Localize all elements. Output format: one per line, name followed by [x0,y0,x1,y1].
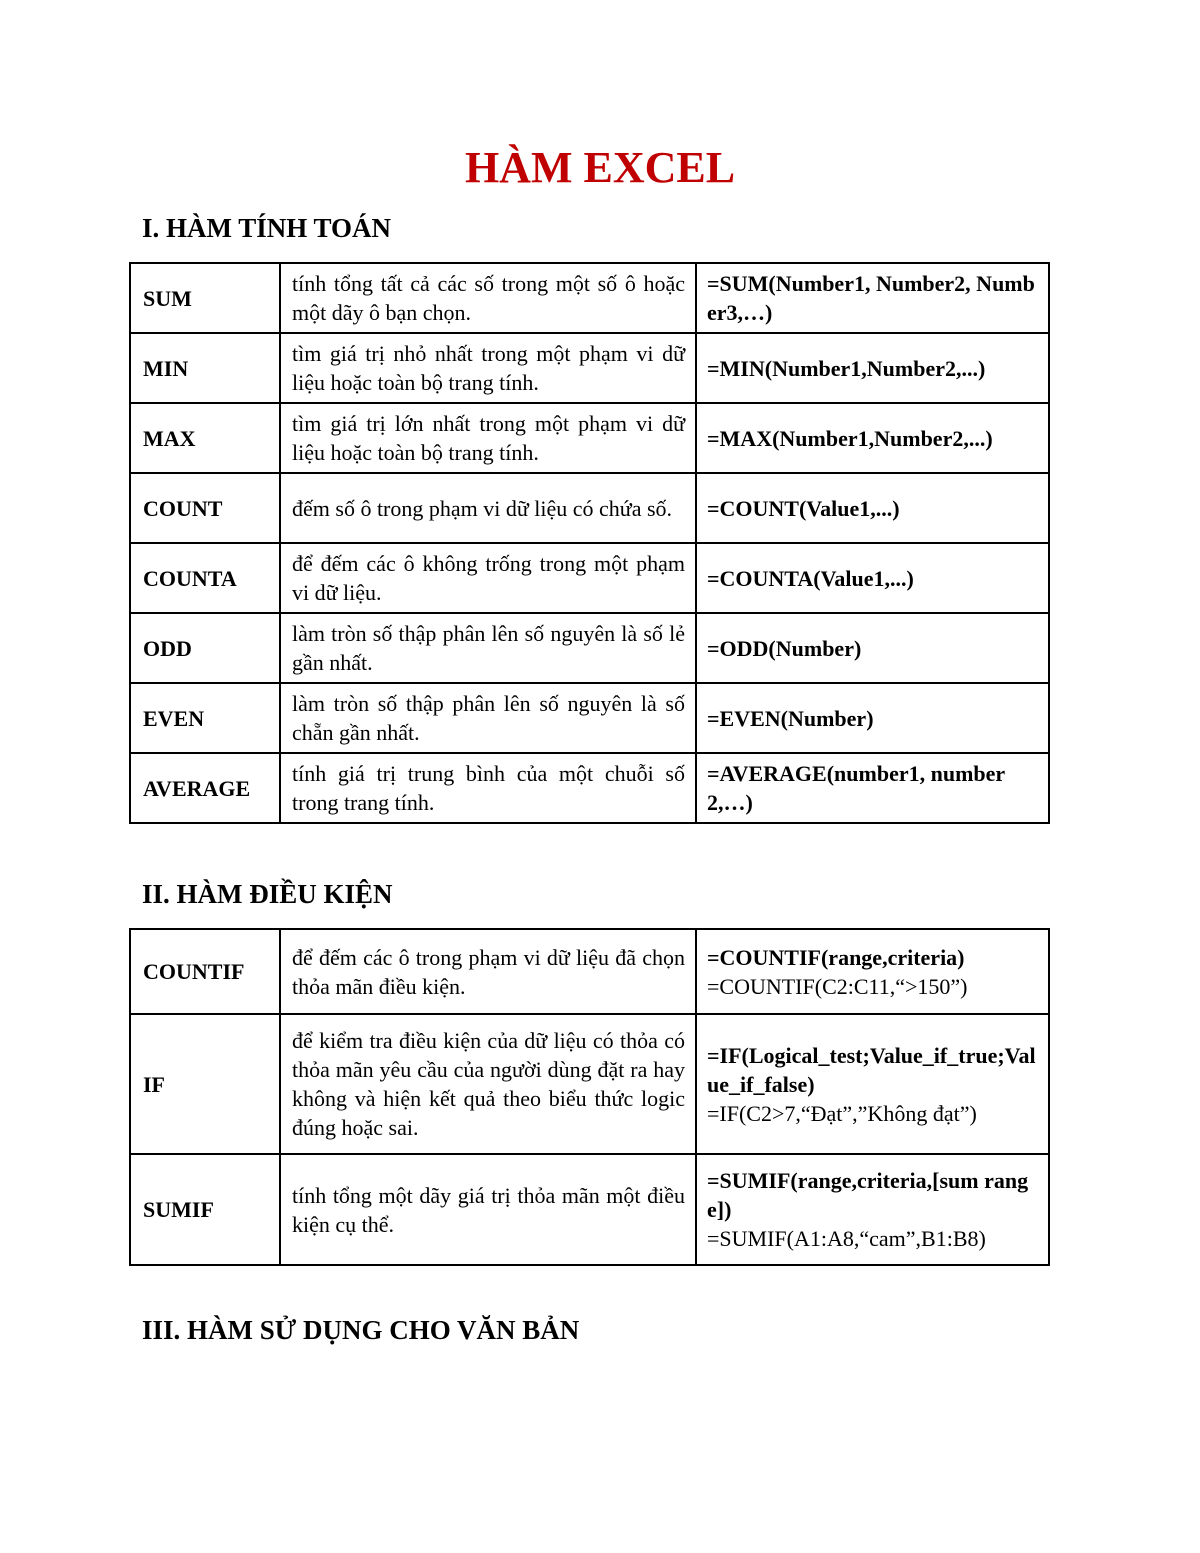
function-description: tìm giá trị lớn nhất trong một phạm vi dữ liệu hoặc toàn bộ trang tính. [280,403,696,473]
function-description: làm tròn số thập phân lên số nguyên là số chẵn gần nhất. [280,683,696,753]
document-title: HÀM EXCEL [464,143,736,192]
function-description: tính tổng một dãy giá trị thỏa mãn một điều kiện cụ thể. [280,1154,696,1265]
table-row [130,403,1049,473]
function-description: để đếm các ô không trống trong một phạm vi dữ liệu. [280,543,696,613]
function-syntax: =COUNT(Value1,...) [707,495,900,521]
function-name: EVEN [130,683,280,753]
table-row [130,613,1049,683]
section-heading-text-functions: III. HÀM SỬ DỤNG CHO VĂN BẢN [142,1315,580,1345]
calculation-functions-table [129,262,1050,824]
function-description: làm tròn số thập phân lên số nguyên là số lẻ gần nhất. [280,613,696,683]
function-name: COUNTIF [130,929,280,1014]
function-syntax-cell [696,1014,1049,1154]
table-row [130,263,1049,333]
function-syntax: =IF(Logical_test;Value_if_true;Value_if_false) [707,1042,1036,1097]
function-name: IF [130,1014,280,1154]
function-syntax: =MAX(Number1,Number2,...) [707,425,993,451]
function-syntax-cell [696,683,1049,753]
function-syntax-cell [696,263,1049,333]
function-syntax: =COUNTA(Value1,...) [707,565,914,591]
function-name: ODD [130,613,280,683]
function-syntax: =MIN(Number1,Number2,...) [707,355,986,381]
table-row [130,333,1049,403]
function-name: COUNT [130,473,280,543]
function-description: để kiểm tra điều kiện của dữ liệu có thỏa có thỏa mãn yêu cầu của người dùng đặt ra hay không và hiện kết quả theo biểu thức logic đúng hoặc sai. [280,1014,696,1154]
function-description: tính giá trị trung bình của một chuỗi số trong trang tính. [280,753,696,823]
function-syntax-cell [696,473,1049,543]
function-name: SUMIF [130,1154,280,1265]
function-syntax-cell [696,403,1049,473]
section-heading-calculation: I. HÀM TÍNH TOÁN [142,213,392,243]
function-syntax-cell [696,1154,1049,1265]
function-name: MAX [130,403,280,473]
function-syntax: =AVERAGE(number1, number2,…) [707,761,1006,815]
table-row [130,753,1049,823]
function-syntax: =COUNTIF(range,criteria) [707,944,965,970]
function-name: COUNTA [130,543,280,613]
function-syntax-cell [696,543,1049,613]
function-example: =SUMIF(A1:A8,“cam”,B1:B8) [707,1226,986,1251]
table-row [130,683,1049,753]
function-syntax-cell [696,333,1049,403]
function-syntax-cell [696,753,1049,823]
function-description: tính tổng tất cả các số trong một số ô hoặc một dãy ô bạn chọn. [280,263,696,333]
table-row [130,1154,1049,1265]
function-name: MIN [130,333,280,403]
function-syntax: =SUM(Number1, Number2, Number3,…) [707,271,1035,325]
function-example: =IF(C2>7,“Đạt”,”Không đạt”) [707,1100,977,1126]
function-syntax-cell [696,929,1049,1014]
function-example: =COUNTIF(C2:C11,“>150”) [707,973,968,999]
section-heading-conditional: II. HÀM ĐIỀU KIỆN [142,879,393,909]
table-row [130,929,1049,1014]
function-syntax: =ODD(Number) [707,635,862,661]
table-row [130,473,1049,543]
function-description: để đếm các ô trong phạm vi dữ liệu đã chọn thỏa mãn điều kiện. [280,929,696,1014]
function-syntax-cell [696,613,1049,683]
function-name: AVERAGE [130,753,280,823]
table-row [130,1014,1049,1154]
function-description: tìm giá trị nhỏ nhất trong một phạm vi dữ liệu hoặc toàn bộ trang tính. [280,333,696,403]
conditional-functions-table [129,928,1050,1266]
function-description: đếm số ô trong phạm vi dữ liệu có chứa số. [280,473,696,543]
function-syntax: =EVEN(Number) [707,705,874,731]
function-syntax: =SUMIF(range,criteria,[sum range]) [707,1168,1029,1222]
function-name: SUM [130,263,280,333]
table-row [130,543,1049,613]
